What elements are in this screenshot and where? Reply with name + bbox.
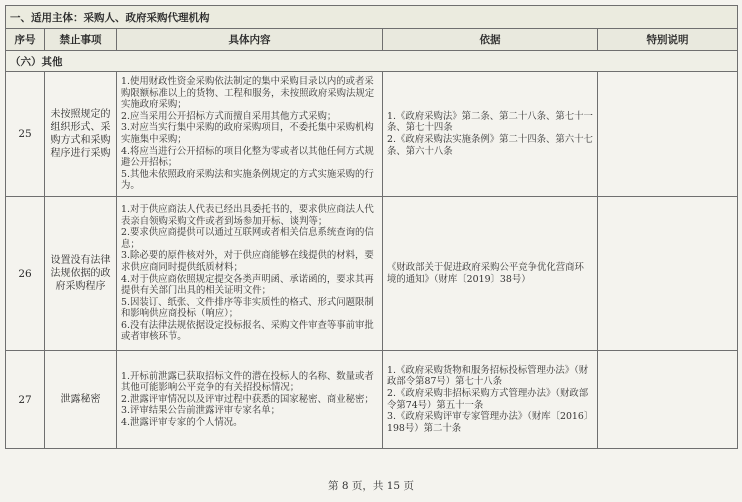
subsection-title: （六）其他 (6, 51, 738, 72)
row-basis (383, 351, 598, 449)
section-title-row (6, 6, 738, 29)
basis-line: 1.《政府采购货物和服务招标投标管理办法》（财政部令第87号）第七十八条 (387, 364, 589, 388)
row-note (598, 351, 738, 449)
row-content (117, 197, 383, 351)
header-no: 序号 (6, 29, 45, 51)
content-line: 2.应当采用公开招标方式而擅自采用其他方式采购； (121, 110, 337, 122)
basis-line: 《财政部关于促进政府采购公平竞争优化营商环境的通知》（财库〔2019〕38号） (387, 261, 584, 285)
row-basis (383, 197, 598, 351)
content-line: 5.其他未依照政府采购法和实施条例规定的方式实施采购的行为。 (121, 168, 374, 192)
page-footer: 第 8 页，共 15 页 (328, 480, 414, 492)
basis-line: 2.《政府采购法实施条例》第二十四条、第六十七条、第六十八条 (387, 134, 593, 157)
row-number: 26 (6, 197, 45, 351)
header-content: 具体内容 (117, 29, 383, 51)
table-row (6, 197, 738, 351)
row-content (117, 72, 383, 197)
content-line: 1.对于供应商法人代表已经出具委托书的，要求供应商法人代表亲自领购采购文件或者到场参加开标、谈判等； (121, 203, 374, 227)
row-note (598, 72, 738, 197)
header-basis: 依据 (383, 29, 598, 51)
table-row (6, 72, 738, 197)
row-item: 泄露秘密 (45, 351, 117, 449)
content-line: 4.泄露评审专家的个人情况。 (121, 416, 243, 428)
content-line: 2.泄露评审情况以及评审过程中获悉的国家秘密、商业秘密； (121, 393, 374, 405)
table-row (6, 351, 738, 449)
content-line: 3.除必要的原件核对外，对于供应商能够在线提供的材料，要求供应商同时提供纸质材料； (121, 250, 374, 273)
row-number: 25 (6, 72, 45, 197)
content-line: 5.因装订、纸张、文件排序等非实质性的格式、形式问题限制和影响供应商投标（响应）； (121, 296, 374, 320)
row-item: 未按照规定的组织形式、采购方式和采购程序进行采购 (45, 72, 117, 197)
content-line: 3.评审结果公告前泄露评审专家名单； (121, 405, 280, 417)
row-note (598, 197, 738, 351)
content-line: 1.开标前泄露已获取招标文件的潜在投标人的名称、数量或者其他可能影响公平竞争的有关招投标情况； (121, 370, 374, 394)
row-item: 设置没有法律法规依据的政府采购程序 (45, 197, 117, 351)
content-line: 1.使用财政性资金采购依法制定的集中采购目录以内的或者采购限额标准以上的货物、工程和服务，未按照政府采购法规定实施政府采购； (121, 76, 375, 111)
section-title: 一、适用主体：采购人、政府采购代理机构 (6, 6, 738, 29)
content-line: 4.将应当进行公开招标的项目化整为零或者以其他任何方式规避公开招标； (121, 145, 374, 169)
content-line: 6.没有法律法规依据设定投标报名、采购文件审查等事前审批或者审核环节。 (121, 319, 374, 343)
content-line: 2.要求供应商提供可以通过互联网或者相关信息系统查询的信息； (121, 227, 374, 250)
row-number: 27 (6, 351, 45, 449)
header-item: 禁止事项 (45, 29, 117, 51)
basis-line: 3.《政府采购评审专家管理办法》（财库〔2016〕198号）第二十条 (387, 411, 589, 434)
content-line: 3.对应当实行集中采购的政府采购项目，不委托集中采购机构实施集中采购； (121, 122, 374, 145)
subsection-row (6, 51, 738, 72)
content-line: 4.对于供应商依照规定提交各类声明函、承诺函的，要求其再提供有关部门出具的相关证明文件； (121, 273, 374, 297)
header-note: 特别说明 (598, 29, 738, 51)
basis-line: 2.《政府采购非招标采购方式管理办法》（财政部令第74号）第五十一条 (387, 387, 589, 411)
basis-line: 1.《政府采购法》第二条、第二十八条、第七十一条、第七十四条 (387, 110, 593, 134)
prohibited-items-table (5, 5, 738, 449)
row-content (117, 351, 383, 449)
table-header-row (6, 29, 738, 51)
row-basis (383, 72, 598, 197)
